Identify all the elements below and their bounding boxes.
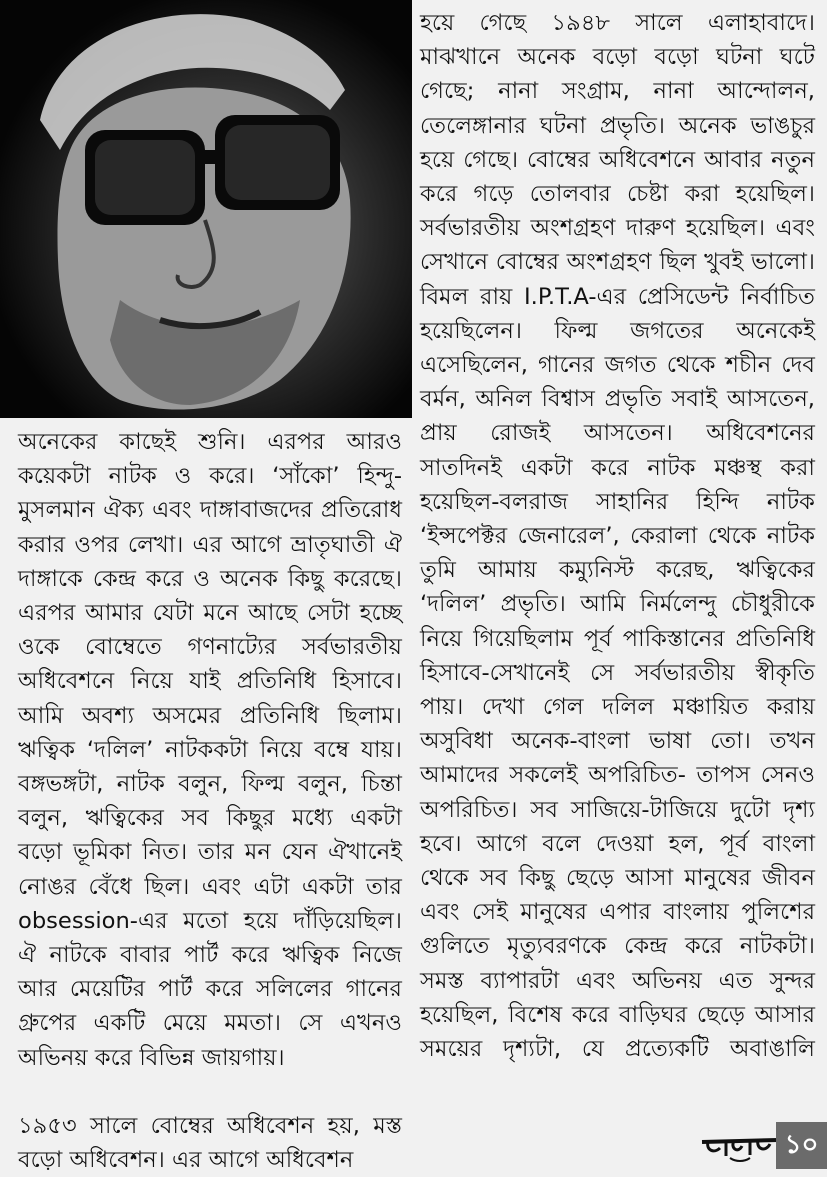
magazine-logo	[700, 1128, 780, 1162]
right-text-column	[420, 6, 815, 1066]
page-number: ১০	[776, 1122, 827, 1169]
portrait-photo	[0, 0, 412, 418]
left-paragraph-1: অনেকের কাছেই শুনি। এরপর আরও কয়েকটা নাটক ও করে। ‘সাঁকো’ হিন্দু-মুসলমান ঐক্য এবং দাঙ্গাবাজদের প্রতিরোধ করার ওপর লেখা। এর আগে ভ্রাতৃঘাতী ঐ দাঙ্গাকে কেন্দ্র করে ও অনেক কিছু করেছে। এরপর আমার যেটা মনে আছে সেটা হচ্ছে ওকে বোম্বেতে গণনাট্যের সর্বভারতীয় অধিবেশনে নিয়ে যাই প্রতিনিধি হিসাবে। আমি অবশ্য অসমের প্রতিনিধি ছিলাম। ঋত্বিক ‘দলিল’ নাটককটা নিয়ে বম্বে যায়। বঙ্গভঙ্গটা, নাটক বলুন, ফিল্ম বলুন, চিন্তা বলুন, ঋত্বিকের সব কিছুর মধ্যে একটা বড়ো ভূমিকা নিত। তার মন যেন ঐখানেই নোঙর বেঁধে ছিল। এবং এটা একটা তার obsession-এর মতো হয়ে দাঁড়িয়েছিল। ঐ নাটকে বাবার পার্ট করে ঋত্বিক নিজে আর মেয়েটির পার্ট করে সলিলের গানের গ্রুপের একটি মেয়ে মমতা। সে এখনও অভিনয় করে বিভিন্ন জায়গায়।	[18, 429, 402, 1071]
logo-mark	[700, 1128, 780, 1162]
left-paragraph-2: ১৯৫৩ সালে বোম্বের অধিবেশন হয়, মস্ত বড়ো অধিবেশন। এর আগে অধিবেশন	[18, 1112, 402, 1174]
portrait-illustration	[0, 0, 412, 418]
left-text-column	[18, 425, 402, 1177]
right-paragraph-1: হয়ে গেছে ১৯৪৮ সালে এলাহাবাদে। মাঝখানে অনেক বড়ো বড়ো ঘটনা ঘটে গেছে; নানা সংগ্রাম, নানা আন্দোলন, তেলেঙ্গানার ঘটনা প্রভৃতি। অনেক ভাঙচুর হয়ে গেছে। বোম্বের অধিবেশনে আবার নতুন করে গড়ে তোলবার চেষ্টা করা হয়েছিল। সর্বভারতীয় অংশগ্রহণ দারুণ হয়েছিল। এবং সেখানে বোম্বের অংশগ্রহণ ছিল খুবই ভালো। বিমল রায় I.P.T.A-এর প্রেসিডেন্ট নির্বাচিত হয়েছিলেন। ফিল্ম জগতের অনেকেই এসেছিলেন, গানের জগত থেকে শচীন দেব বর্মন, অনিল বিশ্বাস প্রভৃতি সবাই আসতেন, প্রায় রোজই আসতেন। অধিবেশনের সাতদিনই একটা করে নাটক মঞ্চস্থ করা হয়েছিল-বলরাজ সাহানির হিন্দি নাটক ‘ইন্সপেক্টর জেনারেল’, কেরালা থেকে নাটক তুমি আমায় কম্যুনিস্ট করেছ, ঋত্বিকের ‘দলিল’ প্রভৃতি। আমি নির্মলেন্দু চৌধুরীকে নিয়ে গিয়েছিলাম পূর্ব পাকিস্তানের প্রতিনিধি হিসাবে-সেখানেই সে সর্বভারতীয় স্বীকৃতি পায়। দেখা গেল দলিল মঞ্চায়িত করায় অসুবিধা অনেক-বাংলা ভাষা তো। তখন আমাদের সকলেই অপরিচিত- তাপস সেনও অপরিচিত। সব সাজিয়ে-টাজিয়ে দুটো দৃশ্য হবে। আগে বলে দেওয়া হল, পূর্ব বাংলা থেকে সব কিছু ছেড়ে আসা মানুষের জীবন এবং সেই মানুষের এপার বাংলায় পুলিশের গুলিতে মৃত্যুবরণকে কেন্দ্র করে নাটকটা। সমস্ত ব্যাপারটা এবং অভিনয় এত সুন্দর হয়েছিল, বিশেষ করে বাড়িঘর ছেড়ে আসার সময়ের দৃশ্যটা, যে প্রত্যেকটি অবাঙালি	[420, 10, 815, 1063]
